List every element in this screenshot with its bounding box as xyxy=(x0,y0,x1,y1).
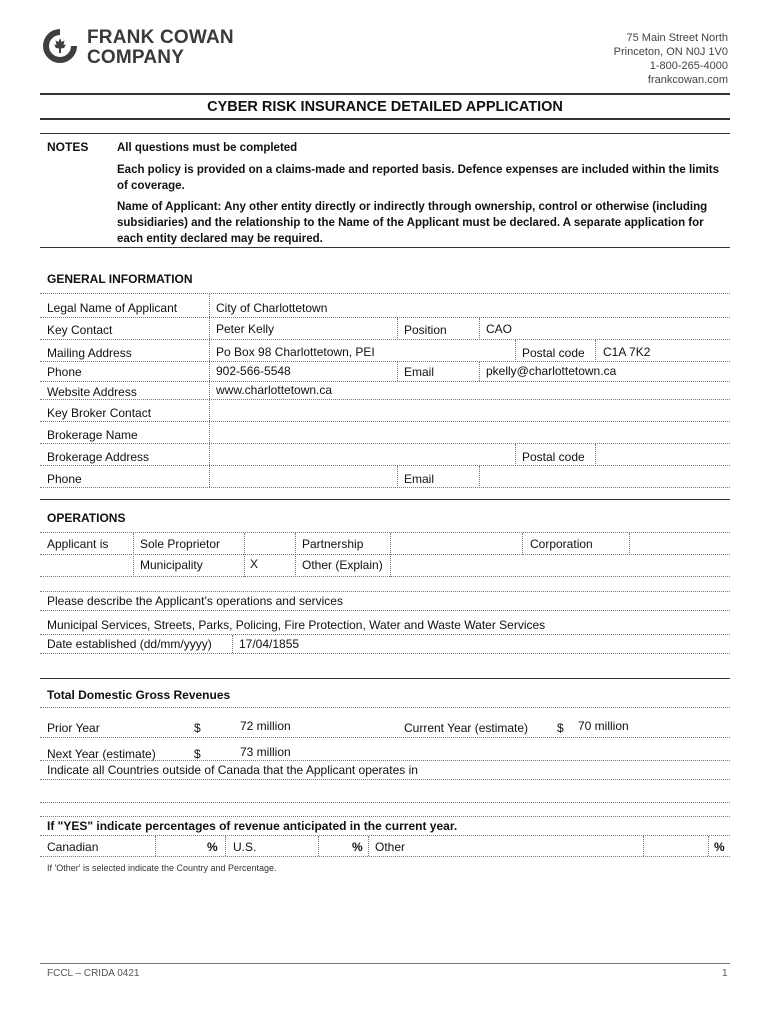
divider xyxy=(40,487,730,488)
divider xyxy=(629,533,630,555)
describe-operations-field[interactable]: Municipal Services, Streets, Parks, Policing, Fire Protection, Water and Waste Water Services xyxy=(47,618,546,632)
company-logo xyxy=(40,26,80,66)
website-field[interactable]: www.charlottetown.ca xyxy=(216,383,333,397)
footer-rule xyxy=(40,963,730,964)
website-label: Website Address xyxy=(47,385,137,399)
maple-leaf-logo-icon xyxy=(40,26,80,66)
divider xyxy=(595,340,596,362)
divider xyxy=(40,737,730,738)
divider xyxy=(40,381,730,382)
sole-proprietor-option[interactable]: Sole Proprietor xyxy=(140,537,221,551)
mailing-address-field[interactable]: Po Box 98 Charlottetown, PEI xyxy=(216,345,375,359)
notes-label: NOTES xyxy=(47,140,89,154)
partnership-option[interactable]: Partnership xyxy=(302,537,364,551)
key-broker-contact-label: Key Broker Contact xyxy=(47,406,152,420)
divider xyxy=(40,532,730,533)
us-label: U.S. xyxy=(233,840,257,854)
divider xyxy=(40,591,730,592)
divider xyxy=(40,634,730,635)
divider xyxy=(133,533,134,577)
applicant-is-label: Applicant is xyxy=(47,537,109,551)
key-contact-field[interactable]: Peter Kelly xyxy=(216,322,275,336)
legal-name-label: Legal Name of Applicant xyxy=(47,301,178,315)
countries-label: Indicate all Countries outside of Canada that the Applicant operates in xyxy=(47,763,418,777)
divider xyxy=(40,802,730,803)
divider xyxy=(40,779,730,780)
prior-year-label: Prior Year xyxy=(47,721,100,735)
divider xyxy=(40,554,730,555)
divider xyxy=(295,533,296,577)
divider xyxy=(40,816,730,817)
page-number: 1 xyxy=(722,968,728,979)
notes-top-rule xyxy=(40,133,730,134)
municipality-checkbox[interactable]: X xyxy=(250,557,259,571)
note-1: All questions must be completed xyxy=(117,142,298,154)
divider xyxy=(595,444,596,466)
divider xyxy=(40,835,730,836)
divider xyxy=(40,653,730,654)
position-field[interactable]: CAO xyxy=(486,322,513,336)
other-pct-symbol: % xyxy=(714,840,725,854)
corporation-option[interactable]: Corporation xyxy=(530,537,593,551)
municipality-option[interactable]: Municipality xyxy=(140,558,203,572)
note-2: Each policy is provided on a claims-made and reported basis. Defence expenses are included within the limits of coverage. xyxy=(117,164,720,192)
divider xyxy=(40,361,730,362)
divider xyxy=(397,466,398,488)
divider xyxy=(515,340,516,362)
position-label: Position xyxy=(404,323,447,337)
email-field[interactable]: pkelly@charlottetown.ca xyxy=(486,364,617,378)
notes-bottom-rule xyxy=(40,247,730,248)
divider xyxy=(40,399,730,400)
divider xyxy=(40,707,730,708)
current-year-currency: $ xyxy=(557,721,564,735)
divider xyxy=(40,465,730,466)
canadian-label: Canadian xyxy=(47,840,99,854)
divider xyxy=(155,836,156,856)
phone-field[interactable]: 902-566-5548 xyxy=(216,364,291,378)
divider xyxy=(40,443,730,444)
divider xyxy=(40,339,730,340)
divider xyxy=(368,836,369,856)
brokerage-address-label: Brokerage Address xyxy=(47,450,150,464)
next-year-field[interactable]: 73 million xyxy=(240,745,291,759)
mailing-address-label: Mailing Address xyxy=(47,346,132,360)
divider xyxy=(40,576,730,577)
other-country-note: If 'Other' is selected indicate the Country and Percentage. xyxy=(47,863,277,873)
address-website[interactable]: frankcowan.com xyxy=(647,74,728,86)
divider xyxy=(515,444,516,466)
section-rule xyxy=(40,678,730,679)
describe-operations-label: Please describe the Applicant’s operations and services xyxy=(47,594,343,608)
divider xyxy=(40,856,730,857)
operations-heading: OPERATIONS xyxy=(47,511,126,525)
other-explain-option[interactable]: Other (Explain) xyxy=(302,558,383,572)
us-pct-symbol: % xyxy=(352,840,363,854)
canadian-pct-symbol: % xyxy=(207,840,218,854)
note-3: Name of Applicant: Any other entity directly or indirectly through ownership, control or otherwise (including subsidiaries) and the relationship to the Name of the Applicant must be declared. A separate application for each entity declared may be required. xyxy=(117,201,708,245)
address-phone: 1-800-265-4000 xyxy=(649,60,728,72)
broker-email-label: Email xyxy=(404,472,435,486)
divider xyxy=(397,362,398,381)
divider xyxy=(40,610,730,611)
general-heading: GENERAL INFORMATION xyxy=(47,272,193,286)
divider xyxy=(318,836,319,856)
divider xyxy=(397,318,398,340)
other-country-label: Other xyxy=(375,840,406,854)
date-established-field[interactable]: 17/04/1855 xyxy=(239,637,300,651)
brokerage-name-label: Brokerage Name xyxy=(47,428,138,442)
postal-code-label: Postal code xyxy=(522,346,585,360)
divider xyxy=(708,836,709,856)
divider xyxy=(40,760,730,761)
postal-code-field[interactable]: C1A 7K2 xyxy=(603,345,651,359)
divider xyxy=(209,294,210,487)
broker-phone-label: Phone xyxy=(47,472,82,486)
current-year-field[interactable]: 70 million xyxy=(578,719,629,733)
revenues-heading: Total Domestic Gross Revenues xyxy=(47,688,231,702)
divider xyxy=(40,293,730,294)
current-year-label: Current Year (estimate) xyxy=(404,721,529,735)
company-name-line2: COMPANY xyxy=(87,47,185,68)
section-rule xyxy=(40,499,730,500)
title-bottom-rule xyxy=(40,118,730,120)
address-street: 75 Main Street North xyxy=(626,32,728,44)
key-contact-label: Key Contact xyxy=(47,323,113,337)
legal-name-field[interactable]: City of Charlottetown xyxy=(216,301,328,315)
broker-postal-code-label: Postal code xyxy=(522,450,585,464)
next-year-label: Next Year (estimate) xyxy=(47,747,156,761)
address-city: Princeton, ON N0J 1V0 xyxy=(613,46,728,58)
divider xyxy=(244,533,245,577)
percentages-heading: If "YES" indicate percentages of revenue anticipated in the current year. xyxy=(47,819,458,833)
prior-year-field[interactable]: 72 million xyxy=(240,719,291,733)
page-title: CYBER RISK INSURANCE DETAILED APPLICATION xyxy=(207,99,563,115)
email-label: Email xyxy=(404,365,435,379)
divider xyxy=(40,317,730,318)
company-name-line1: FRANK COWAN xyxy=(87,27,234,48)
phone-label: Phone xyxy=(47,365,82,379)
divider xyxy=(390,533,391,577)
prior-year-currency: $ xyxy=(194,721,201,735)
divider xyxy=(232,635,233,653)
divider xyxy=(643,836,644,856)
title-top-rule xyxy=(40,93,730,95)
date-established-label: Date established (dd/mm/yyyy) xyxy=(47,637,212,651)
divider xyxy=(40,421,730,422)
divider xyxy=(522,533,523,555)
divider xyxy=(225,836,226,856)
divider xyxy=(479,362,480,381)
form-code: FCCL – CRIDA 0421 xyxy=(47,968,140,979)
divider xyxy=(479,318,480,340)
divider xyxy=(479,466,480,488)
next-year-currency: $ xyxy=(194,747,201,761)
